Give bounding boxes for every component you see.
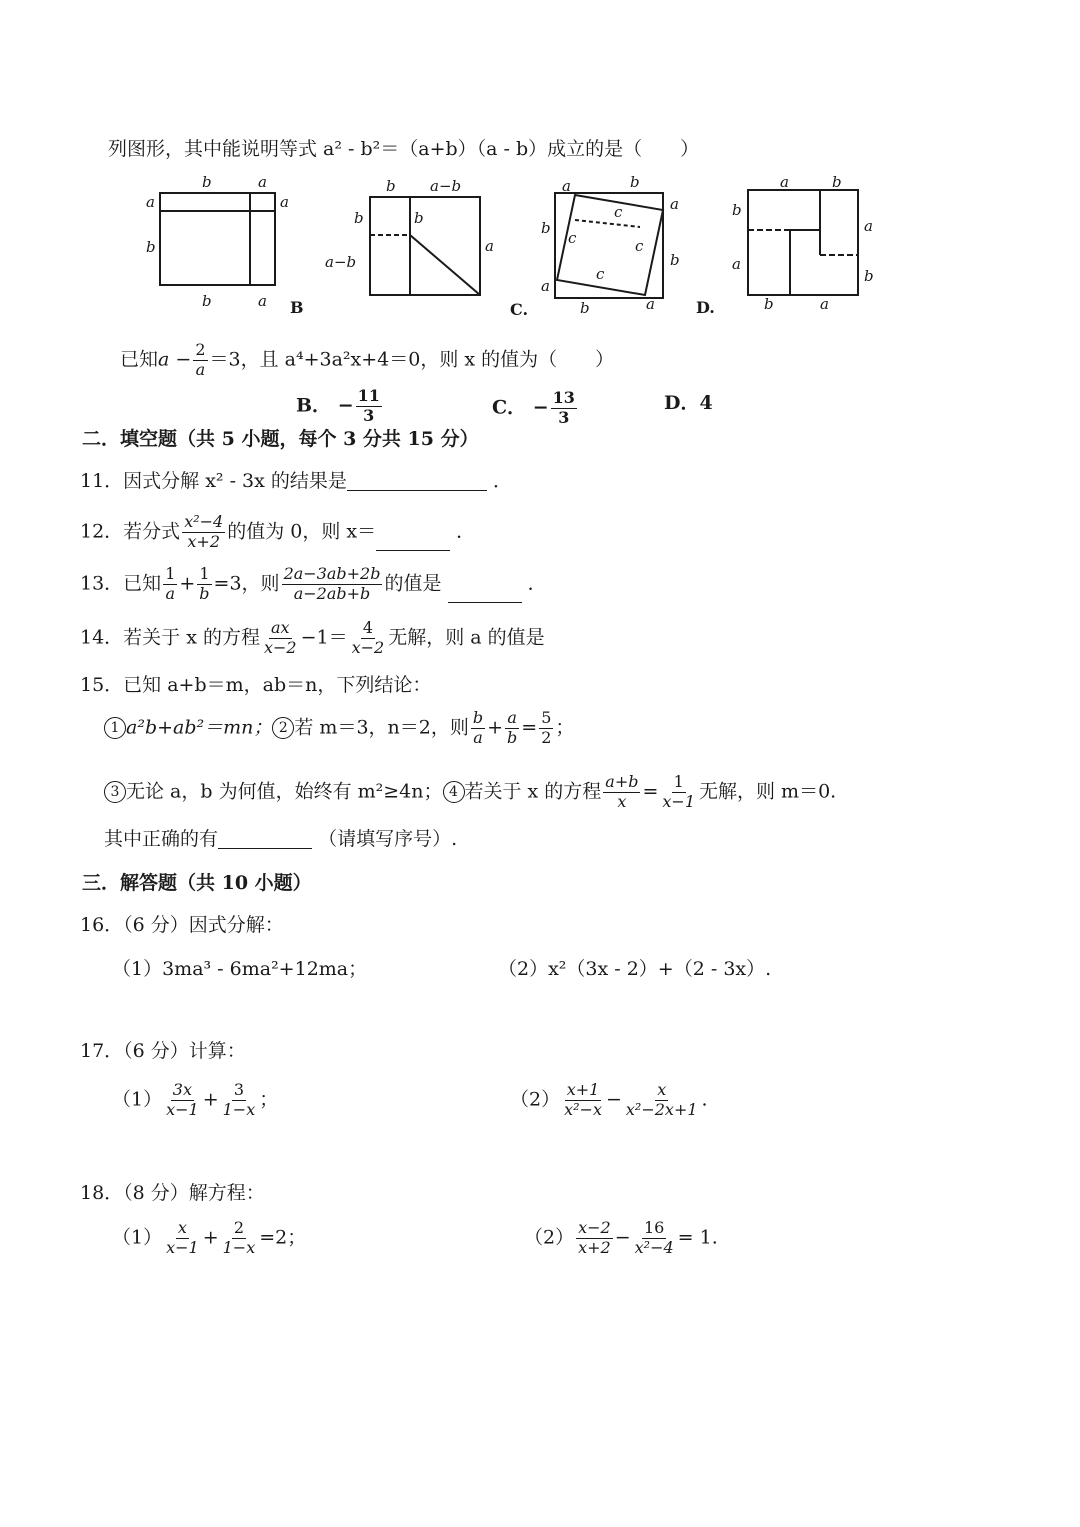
frac-den: a — [473, 727, 483, 747]
q16-part-1: （1）3ma³ - 6ma²+12ma； — [112, 958, 368, 980]
q10-mid: ＝3，且 a⁴+3a²x+4＝0，则 x 的值为（ ） — [209, 348, 615, 371]
option-sign: − — [337, 394, 354, 417]
q15-eq: = — [521, 716, 538, 739]
frac-num: b — [472, 708, 484, 727]
section-3-title: 三．解答题（共 10 小题） — [82, 872, 312, 894]
operator: + — [202, 1226, 219, 1249]
q17-part-1 — [112, 1082, 278, 1119]
q18-p1-frac-2 — [221, 1220, 258, 1257]
fig-a-label: a — [258, 292, 267, 310]
fig-c-label: b — [580, 299, 590, 317]
section-2-title: 二．填空题（共 5 小题，每个 3 分共 15 分） — [82, 428, 479, 450]
option-frac — [356, 388, 382, 425]
frac-num: 16 — [643, 1218, 665, 1237]
option-sign: − — [532, 396, 549, 419]
q15-conclusion-2: 若 m＝3，n＝2，则 — [294, 716, 469, 739]
fig-a-label: b — [146, 238, 156, 256]
frac-num: x²−4 — [184, 512, 224, 531]
fig-b-label: b — [414, 209, 424, 227]
fig-d-label: a — [820, 295, 829, 313]
frac-den: x²−x — [564, 1099, 602, 1119]
fig-b-label: a−b — [430, 177, 462, 195]
part-label: （1） — [112, 1088, 163, 1111]
q18-part-2 — [524, 1220, 718, 1257]
circled-number: 4 — [443, 781, 465, 803]
frac-num: 11 — [357, 386, 380, 405]
frac-den: a — [195, 359, 206, 379]
frac-num: 3 — [233, 1080, 245, 1099]
frac-num: x — [177, 1218, 187, 1237]
fig-a-label: a — [146, 193, 155, 211]
q18-p2-frac-1 — [576, 1220, 613, 1257]
part-end: =2； — [259, 1226, 307, 1249]
figure-d — [748, 190, 858, 295]
q13 — [80, 566, 547, 603]
q10-option-c — [492, 390, 579, 427]
fig-d-label: b — [732, 201, 742, 219]
fig-c-label: b — [630, 173, 640, 191]
q14-frac-1 — [262, 620, 299, 657]
frac-num: ax — [271, 618, 290, 637]
option-frac — [551, 390, 577, 427]
frac-num: 1 — [199, 564, 210, 583]
q12-pre: 12．若分式 — [80, 520, 181, 543]
frac-num: x−2 — [578, 1218, 611, 1237]
q13-frac-3 — [282, 566, 383, 603]
fig-b-label: b — [386, 177, 396, 195]
q13-pre: 13．已知 — [80, 572, 162, 595]
circled-number: 2 — [272, 717, 294, 739]
q15-conclusion-4: 若关于 x 的方程 — [464, 780, 602, 803]
q15-frac-1 — [471, 710, 485, 747]
q13-answer-blank[interactable] — [448, 584, 522, 603]
circled-number: 3 — [104, 781, 126, 803]
q14-post: 无解，则 a 的值是 — [388, 626, 545, 649]
q15-frac-3 — [539, 710, 553, 747]
q15-line-1 — [104, 710, 574, 747]
q14-mid: −1＝ — [300, 626, 348, 649]
frac-den: x−2 — [263, 637, 297, 657]
frac-den: 3 — [363, 405, 375, 425]
frac-num: 2 — [195, 340, 206, 359]
q15-frac-2 — [505, 710, 519, 747]
q10-frac — [193, 342, 207, 379]
q15-answer-pre: 其中正确的有 — [104, 828, 219, 850]
frac-num: a — [507, 708, 517, 727]
q15-answer — [104, 830, 457, 849]
q12-post: 的值为 0，则 x＝ — [227, 520, 377, 543]
q11-end: ． — [492, 470, 512, 492]
fig-b-label: a−b — [325, 253, 357, 271]
frac-den: 1−x — [222, 1237, 256, 1257]
fig-c-label: a — [646, 295, 655, 313]
fig-d-label: a — [864, 217, 873, 235]
q10-var: a − — [158, 348, 192, 371]
frac-den: a−2ab+b — [293, 583, 371, 603]
fig-b-option: B — [290, 298, 304, 317]
q18-p1-frac-1 — [164, 1220, 201, 1257]
q15-conclusion-1: a²b+ab²＝mn； — [126, 716, 273, 739]
fig-c-label: c — [614, 203, 623, 221]
option-label: C． — [492, 396, 527, 419]
q15-stem: 15．已知 a+b＝m，ab＝n，下列结论： — [80, 674, 432, 696]
fig-d-label: a — [780, 173, 789, 191]
fig-c-label: a — [670, 195, 679, 213]
fig-d-label: b — [864, 267, 874, 285]
part-end: ； — [259, 1088, 279, 1111]
frac-den: 3 — [558, 407, 570, 427]
fig-c-label: c — [596, 265, 605, 283]
fig-c-label: c — [635, 237, 644, 255]
fig-d-label: b — [832, 173, 842, 191]
frac-den: 1−x — [222, 1099, 256, 1119]
q13-plus: + — [179, 572, 196, 595]
option-label: B． — [296, 394, 332, 417]
q15-conclusion-3: 无论 a，b 为何值，始终有 m²≥4n； — [126, 780, 443, 803]
q15-conclusion-4-end: 无解，则 m＝0. — [699, 780, 837, 803]
frac-num: x — [657, 1080, 667, 1099]
q17-p1-frac-2 — [221, 1082, 258, 1119]
fig-a-label: a — [258, 173, 267, 191]
q11-answer-blank[interactable] — [347, 472, 487, 491]
fig-a-label: a — [280, 193, 289, 211]
q10-prefix: 已知 — [120, 348, 159, 371]
frac-num: x+1 — [566, 1080, 600, 1099]
q10-option-d: D．4 — [664, 392, 713, 414]
q15-line-2 — [104, 774, 836, 811]
q13-post: 的值是 — [384, 572, 442, 595]
q13-end: ． — [527, 572, 547, 595]
q15-eq: = — [642, 780, 659, 803]
part-label: （1） — [112, 1226, 163, 1249]
q16-part-2: （2）x²（3x - 2）+（2 - 3x）. — [498, 958, 772, 980]
fig-a-label: b — [202, 173, 212, 191]
frac-num: 1 — [165, 564, 176, 583]
frac-den: x+2 — [187, 531, 220, 551]
frac-den: x−1 — [166, 1237, 199, 1257]
frac-num: 2 — [233, 1218, 245, 1237]
fig-c-label: a — [562, 177, 571, 195]
q14-frac-2 — [350, 620, 387, 657]
q11 — [80, 472, 512, 491]
fig-c-label: b — [541, 219, 551, 237]
frac-den: b — [199, 583, 210, 603]
q10-option-b — [296, 388, 384, 425]
fig-c-label: a — [541, 277, 550, 295]
frac-den: x−1 — [166, 1099, 199, 1119]
operator: − — [605, 1088, 622, 1111]
frac-num: 1 — [673, 772, 684, 791]
fig-d-option: D. — [696, 298, 715, 317]
fig-a-label: b — [202, 292, 212, 310]
frac-den: 2 — [541, 727, 552, 747]
q17-p1-frac-1 — [164, 1082, 201, 1119]
q17-part-2 — [510, 1082, 708, 1119]
frac-num: 2a−3ab+2b — [283, 564, 381, 583]
q15-frac-4 — [603, 774, 640, 811]
part-label: （2） — [524, 1226, 575, 1249]
q12-answer-blank[interactable] — [376, 532, 450, 551]
q10-stem — [120, 342, 614, 379]
frac-num: 4 — [362, 618, 373, 637]
q17-stem: 17．（6 分）计算： — [80, 1040, 246, 1062]
q12 — [80, 514, 475, 551]
q14-pre: 14．若关于 x 的方程 — [80, 626, 260, 649]
fig-c-label: c — [568, 229, 577, 247]
frac-num: 5 — [541, 708, 552, 727]
q12-end: ． — [456, 520, 476, 543]
q13-frac-2 — [197, 566, 211, 603]
q14 — [80, 620, 545, 657]
q15-answer-blank[interactable] — [218, 830, 312, 849]
q11-text: 11．因式分解 x² - 3x 的结果是 — [80, 470, 347, 492]
fig-b-label: b — [354, 209, 364, 227]
frac-den: a — [165, 583, 176, 603]
fig-b-label: a — [485, 237, 494, 255]
frac-den: x−1 — [662, 791, 696, 811]
q12-frac — [182, 514, 225, 551]
q13-mid: =3，则 — [213, 572, 280, 595]
operator: − — [614, 1226, 631, 1249]
frac-den: x²−2x+1 — [625, 1099, 698, 1119]
operator: + — [202, 1088, 219, 1111]
q18-stem: 18．（8 分）解方程： — [80, 1182, 265, 1204]
frac-num: 3x — [172, 1080, 192, 1099]
q15-frac-5 — [660, 774, 697, 811]
part-end: = 1. — [677, 1226, 718, 1249]
frac-den: x−2 — [351, 637, 385, 657]
frac-den: x²−4 — [634, 1237, 674, 1257]
fig-c-option: C. — [510, 300, 529, 319]
q15-semicolon: ； — [555, 716, 575, 739]
q16-stem: 16．（6 分）因式分解： — [80, 914, 284, 936]
q18-p2-frac-2 — [633, 1220, 676, 1257]
circled-number: 1 — [104, 717, 126, 739]
q15-plus: + — [487, 716, 504, 739]
fig-d-label: b — [764, 295, 774, 313]
q18-part-1 — [112, 1220, 306, 1257]
q17-p2-frac-1 — [562, 1082, 604, 1119]
frac-den: x — [617, 791, 627, 811]
q9-figures — [0, 165, 1080, 325]
q15-answer-post: （请填写序号）. — [318, 828, 458, 850]
figure-b — [370, 197, 480, 295]
q17-p2-frac-2 — [624, 1082, 700, 1119]
frac-den: x+2 — [578, 1237, 611, 1257]
part-label: （2） — [510, 1088, 561, 1111]
q13-frac-1 — [163, 566, 177, 603]
fig-c-label: b — [670, 251, 680, 269]
q9-stem: 列图形，其中能说明等式 a² - b²＝（a+b）（a - b）成立的是（ ） — [108, 138, 700, 160]
part-end: . — [701, 1088, 708, 1111]
frac-den: b — [507, 727, 518, 747]
fig-d-label: a — [732, 255, 741, 273]
frac-num: a+b — [605, 772, 639, 791]
frac-num: 13 — [552, 388, 575, 407]
figure-a — [160, 193, 275, 285]
